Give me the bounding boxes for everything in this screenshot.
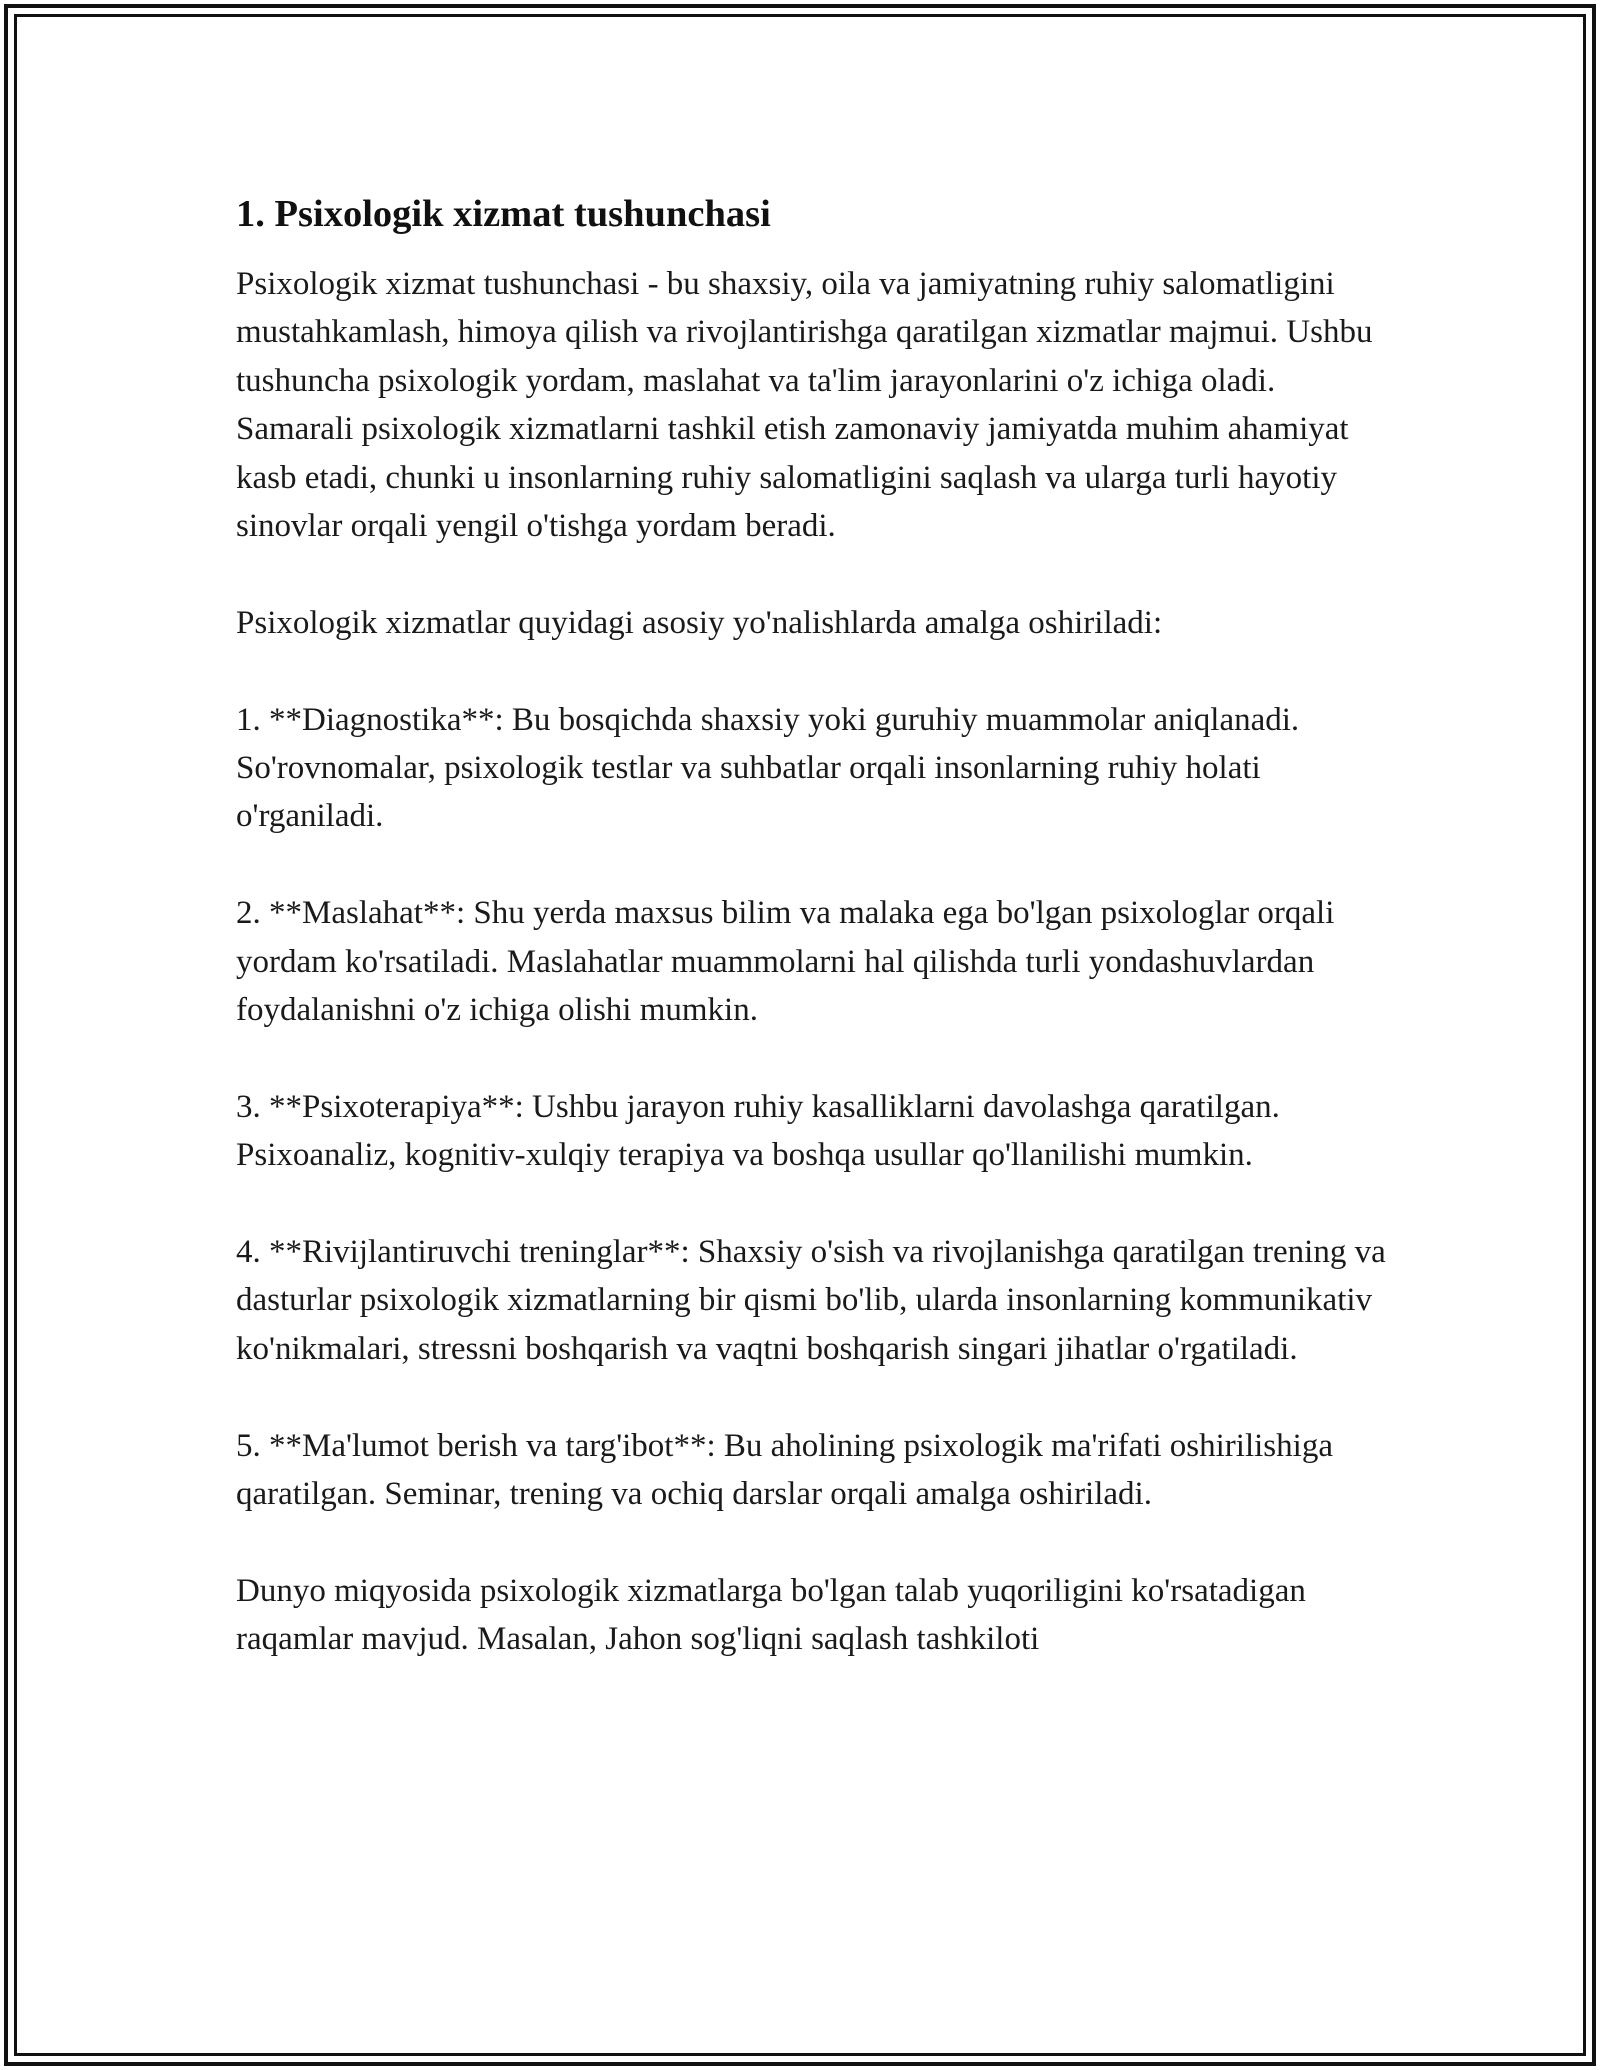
closing-paragraph: Dunyo miqyosida psixologik xizmatlarga bo'lgan talab yuqoriligini ko'rsatadigan raqamlar mavjud. Masalan, Jahon sog'liqni saqlash tashkiloti — [236, 1572, 1306, 1658]
document-body — [236, 190, 1396, 1664]
list-item-diagnostika: 1. **Diagnostika**: Bu bosqichda shaxsiy yoki guruhiy muammolar aniqlanadi. So'rovnomalar, psixologik testlar va suhbatlar orqali insonlarning ruhiy holati o'rganiladi. — [236, 701, 1300, 835]
list-item-maslahat: 2. **Maslahat**: Shu yerda maxsus bilim va malaka ega bo'lgan psixologlar orqali yordam ko'rsatiladi. Maslahatlar muammolarni hal qilishda turli yondashuvlardan foydalanishni o'z ichiga olishi mumkin. — [236, 895, 1335, 1029]
list-item-treninglar: 4. **Rivijlantiruvchi treninglar**: Shaxsiy o'sish va rivojlanishga qaratilgan trening va dasturlar psixologik xizmatlarning bir qismi bo'lib, ularda insonlarning kommunikativ ko'nikmalari, stressni boshqarish va vaqtni boshqarish singari jihatlar o'rgatiladi. — [236, 1234, 1386, 1367]
section-title: 1. Psixologik xizmat tushunchasi — [236, 193, 771, 235]
list-item-psixoterapiya: 3. **Psixoterapiya**: Ushbu jarayon ruhiy kasalliklarni davolashga qaratilgan. Psixoanaliz, kognitiv-xulqiy terapiya va boshqa usullar qo'llanilishi mumkin. — [236, 1088, 1280, 1174]
list-item-targibot: 5. **Ma'lumot berish va targ'ibot**: Bu aholining psixologik ma'rifati oshirilishiga qaratilgan. Seminar, trening va ochiq darslar orqali amalga oshiriladi. — [236, 1427, 1333, 1513]
directions-lead-paragraph: Psixologik xizmatlar quyidagi asosiy yo'nalishlarda amalga oshiriladi: — [236, 604, 1163, 641]
intro-paragraph: Psixologik xizmat tushunchasi - bu shaxsiy, oila va jamiyatning ruhiy salomatligini mustahkamlash, himoya qilish va rivojlantirishga qaratilgan xizmatlar majmui. Ushbu tushuncha psixologik yordam, maslahat va ta'lim jarayonlarini o'z ichiga oladi. Samarali psixologik xizmatlarni tashkil etish zamonaviy jamiyatda muhim ahamiyat kasb etadi, chunki u insonlarning ruhiy salomatligini saqlash va ularga turli hayotiy sinovlar orqali yengil o'tishga yordam beradi. — [236, 266, 1373, 545]
